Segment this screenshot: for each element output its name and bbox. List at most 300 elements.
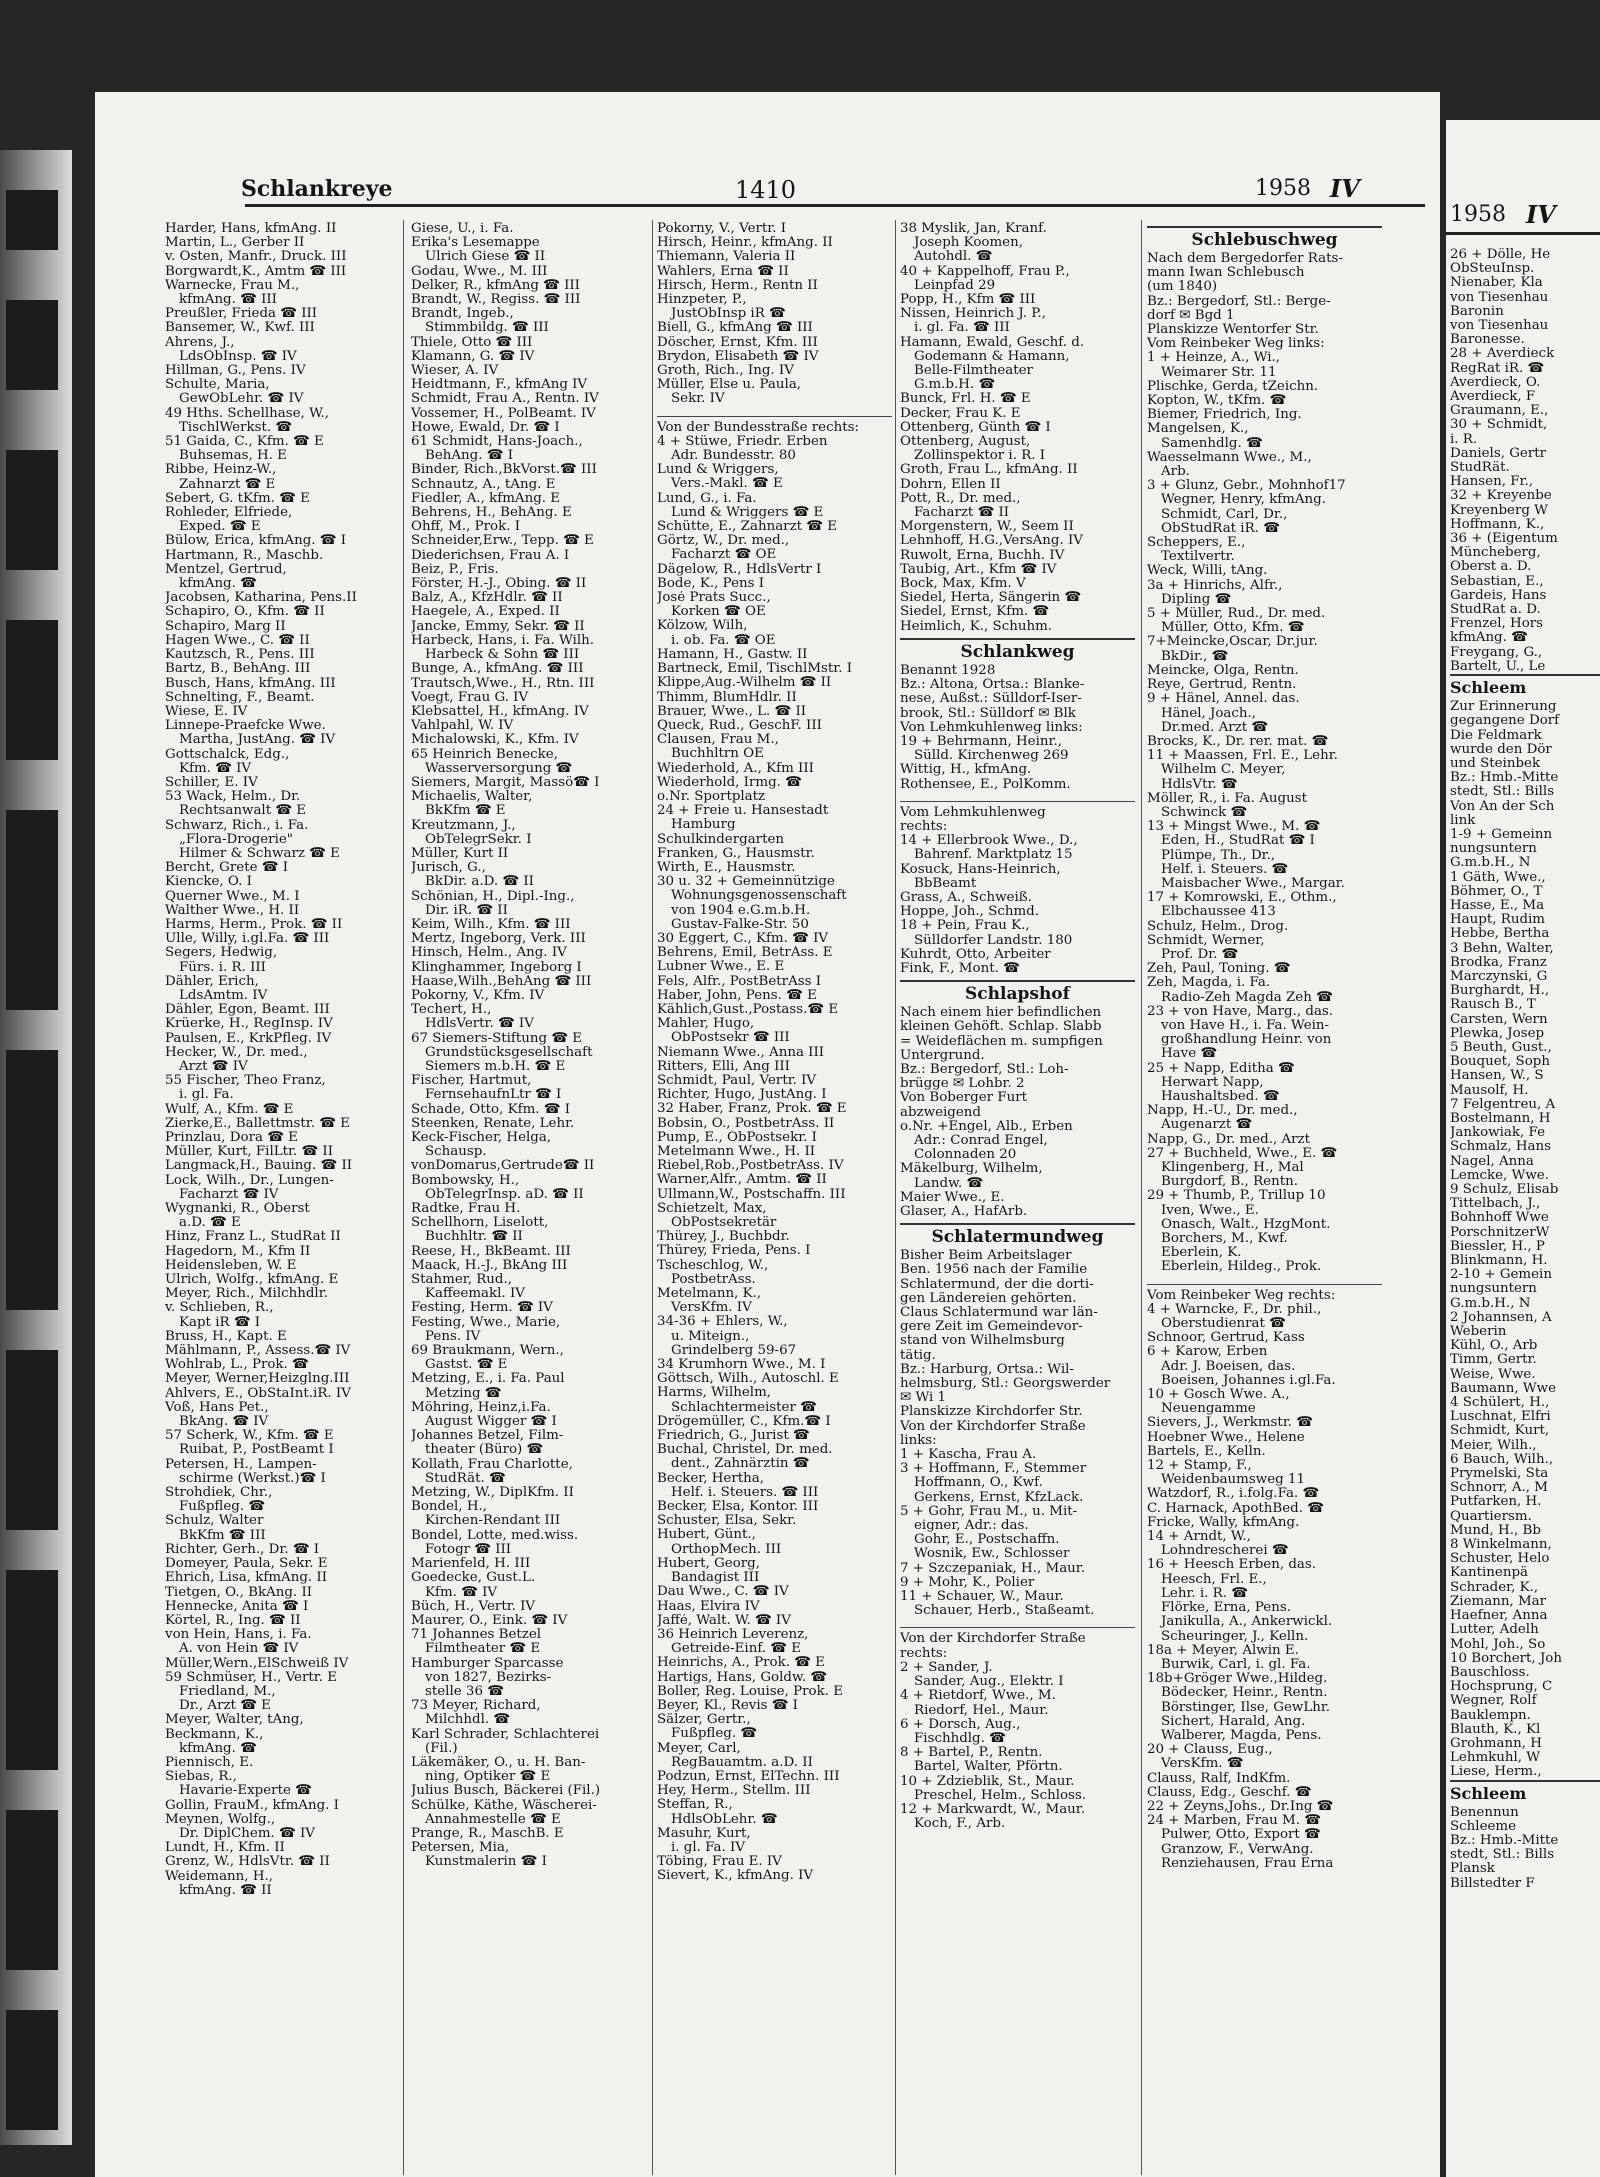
entry-continuation: Eden, H., StudRat ☎ I xyxy=(1161,834,1315,849)
directory-entry: 9 + Hänel, Annel. das. xyxy=(1147,692,1300,707)
directory-entry: nese, Außst.: Sülldorf-Iser- xyxy=(900,692,1082,707)
directory-entry: 10 + Gosch Wwe. A., xyxy=(1147,1388,1290,1403)
directory-entry: wurde den Dör xyxy=(1450,742,1552,757)
directory-entry: v. Osten, Manfr., Druck. III xyxy=(165,250,347,265)
entry-continuation: Wasserversorgung ☎ xyxy=(425,761,573,776)
directory-entry: Vahlpahl, W. IV xyxy=(411,719,514,734)
directory-entry: Gollin, FrauM., kfmAng. I xyxy=(165,1798,339,1813)
directory-entry: Bock, Max, Kfm. V xyxy=(900,577,1026,592)
entry-continuation: Flörke, Erna, Pens. xyxy=(1161,1601,1291,1616)
directory-entry: Schmidt, Werner, xyxy=(1147,933,1265,948)
directory-entry: José Prats Succ., xyxy=(657,591,771,606)
entry-continuation: dent., Zahnärztin ☎ xyxy=(671,1457,810,1472)
directory-entry: Hubert, Günt., xyxy=(657,1528,756,1543)
directory-entry: kleinen Gehöft. Schlap. Slabb xyxy=(900,1020,1102,1035)
directory-entry: 69 Braukmann, Wern., xyxy=(411,1344,564,1359)
directory-entry: Festing, Wwe., Marie, xyxy=(411,1315,561,1330)
directory-entry: 7 + Szczepaniak, H., Maur. xyxy=(900,1561,1085,1576)
directory-entry: 8 Winkelmann, xyxy=(1450,1538,1552,1553)
directory-entry: Von Boberger Furt xyxy=(900,1091,1028,1106)
entry-continuation: Mohl, Joh., So xyxy=(1450,1637,1546,1652)
directory-entry: Hinzpeter, P., xyxy=(657,293,747,308)
directory-entry: Decker, Frau K. E xyxy=(900,406,1021,421)
entry-continuation: Buchhltr. ☎ II xyxy=(425,1230,523,1245)
directory-entry: Fricke, Wally, kfmAng. xyxy=(1147,1515,1300,1530)
entry-continuation: Kirchen-Rendant III xyxy=(425,1514,561,1529)
entry-continuation: FernsehaufnLtr ☎ I xyxy=(425,1088,562,1103)
directory-entry: Körtel, R., Ing. ☎ II xyxy=(165,1613,301,1628)
directory-entry: 18 + Pein, Frau K., xyxy=(900,919,1030,934)
entry-continuation: ObTelegrInsp. aD. ☎ II xyxy=(425,1187,584,1202)
directory-entry: Bz.: Bergedorf, Stl.: Loh- xyxy=(900,1062,1069,1077)
directory-entry: 9 Schulz, Elisab xyxy=(1450,1183,1559,1197)
directory-entry: Morgenstern, W., Seem II xyxy=(900,520,1074,535)
directory-entry: Beyer, Kl., Revis ☎ I xyxy=(657,1698,798,1713)
entry-continuation: Godemann & Hamann, xyxy=(914,349,1070,364)
directory-entry: Von der Bundesstraße rechts: xyxy=(657,420,859,435)
directory-entry: Richter, Gerh., Dr. ☎ I xyxy=(165,1542,320,1557)
entry-continuation: StudRat a. D. xyxy=(1450,603,1541,618)
directory-entry: Kopton, W., tKfm. ☎ xyxy=(1147,394,1287,409)
entry-continuation: Plümpe, Th., Dr., xyxy=(1161,848,1276,863)
entry-continuation: Bödecker, Heinr., Rentn. xyxy=(1161,1686,1328,1701)
directory-entry: Beckmann, K., xyxy=(165,1727,264,1742)
directory-entry: Podzun, Ernst, ElTechn. III xyxy=(657,1769,840,1784)
directory-entry: Mählmann, P., Assess.☎ IV xyxy=(165,1344,351,1359)
directory-entry: Schulte, Maria, xyxy=(165,378,270,393)
entry-continuation: Kapt iR ☎ I xyxy=(179,1315,261,1330)
directory-entry: 5 + Müller, Rud., Dr. med. xyxy=(1147,607,1326,622)
directory-entry: Ohff, M., Prok. I xyxy=(411,520,521,535)
directory-entry: Biell, G., kfmAng ☎ III xyxy=(657,321,813,336)
directory-entry: 25 + Napp, Editha ☎ xyxy=(1147,1061,1295,1076)
entry-continuation: Wegner, Henry, kfmAng. xyxy=(1161,493,1326,508)
directory-entry: Pump, E., ObPostsekr. I xyxy=(657,1130,817,1145)
directory-entry: 14 + Arndt, W., xyxy=(1147,1530,1251,1545)
directory-entry: Ritters, Elli, Ang III xyxy=(657,1059,790,1074)
directory-entry: Meincke, Olga, Rentn. xyxy=(1147,663,1299,678)
directory-entry: 13 + Mingst Wwe., M. ☎ xyxy=(1147,820,1321,835)
directory-entry: Pokorny, V., Vertr. I xyxy=(657,222,787,236)
directory-entry: Schmidt, Paul, Vertr. IV xyxy=(657,1073,817,1088)
entry-continuation: Schmidt, Kurt, xyxy=(1450,1424,1550,1439)
entry-continuation: von Tiesenhau xyxy=(1450,319,1549,334)
directory-entry: Meyer, Carl, xyxy=(657,1741,741,1756)
entry-continuation: BkKfm ☎ E xyxy=(425,804,506,819)
directory-entry: brügge ✉ Lohbr. 2 xyxy=(900,1077,1025,1092)
section-divider xyxy=(1147,1275,1382,1285)
directory-entry: Ehrich, Lisa, kfmAng. II xyxy=(165,1571,327,1586)
directory-entry: Müller, Kurt II xyxy=(411,846,509,861)
directory-entry: Thürey, J., Buchbdr. xyxy=(657,1230,790,1245)
directory-entry: Vossemer, H., PolBeamt. IV xyxy=(411,406,596,421)
directory-entry: 19 + Behrmann, Heinr., xyxy=(900,734,1062,749)
entry-continuation: Boeisen, Johannes i.gl.Fa. xyxy=(1161,1373,1336,1388)
directory-entry: Siedel, Ernst, Kfm. ☎ xyxy=(900,605,1050,620)
directory-entry: Bz.: Hmb.-Mitte xyxy=(1450,771,1559,786)
entry-continuation: großhandlung Heinr. von xyxy=(1161,1033,1332,1048)
entry-continuation: HdlsObLehr. ☎ xyxy=(671,1812,778,1827)
directory-entry: 32 + Kreyenbe xyxy=(1450,489,1552,504)
entry-continuation: ObPostsekr ☎ III xyxy=(671,1031,790,1046)
directory-entry: Jancke, Emmy, Sekr. ☎ II xyxy=(411,619,585,634)
directory-entry: Meyer, Walter, tAng, xyxy=(165,1713,304,1728)
directory-entry: helmsburg, Stl.: Georgswerder xyxy=(900,1377,1111,1392)
directory-entry: 11 + Maassen, Frl. E., Lehr. xyxy=(1147,749,1338,764)
entry-continuation: Mund, H., Bb xyxy=(1450,1523,1541,1538)
directory-entry: Schellhorn, Liselott, xyxy=(411,1216,549,1231)
entry-continuation: Haupt, Rudim xyxy=(1450,913,1546,928)
directory-entry: Petersen, H., Lampen- xyxy=(165,1457,317,1472)
directory-entry: Scheppers, E., xyxy=(1147,536,1246,551)
right-header-rule xyxy=(1446,232,1600,235)
entry-continuation: Weimarer Str. 11 xyxy=(1161,365,1277,380)
directory-entry: Nach dem Bergedorfer Rats- xyxy=(1147,252,1343,266)
entry-continuation: Blauth, K., Kl xyxy=(1450,1722,1541,1737)
entry-continuation: ObTelegrSekr. I xyxy=(425,832,532,847)
directory-entry: 1-9 + Gemeinn xyxy=(1450,827,1553,842)
directory-entry: Dau Wwe., C. ☎ IV xyxy=(657,1585,789,1600)
directory-entry: 8 + Bartel, P., Rentn. xyxy=(900,1746,1043,1761)
column-4 xyxy=(900,222,1135,1831)
entry-continuation: Timm, Gertr. xyxy=(1450,1353,1537,1368)
directory-entry: Michalowski, K., Kfm. IV xyxy=(411,733,579,748)
directory-entry: Bz.: Bergedorf, Stl.: Berge- xyxy=(1147,294,1331,309)
directory-entry: Haase,Wilh.,BehAng ☎ III xyxy=(411,974,592,989)
entry-continuation: Grohmann, H xyxy=(1450,1736,1542,1751)
entry-continuation: kfmAng. ☎ xyxy=(179,1741,257,1756)
directory-entry: Langmack,H., Bauing. ☎ II xyxy=(165,1159,353,1174)
directory-entry: Ahrens, J., xyxy=(165,335,235,350)
directory-entry: Bode, K., Pens I xyxy=(657,576,765,591)
directory-entry: Wirth, E., Hausmstr. xyxy=(657,860,796,875)
directory-entry: rechts: xyxy=(900,1646,948,1661)
directory-entry: Weidemann, H., xyxy=(165,1869,274,1884)
entry-continuation: nungsuntern xyxy=(1450,842,1537,857)
entry-continuation: Hebbe, Bertha xyxy=(1450,927,1550,942)
directory-entry: Claus Schlatermund war län- xyxy=(900,1306,1098,1321)
directory-entry: stand von Wilhelmsburg xyxy=(900,1334,1065,1349)
entry-continuation: Bouquet, Soph xyxy=(1450,1055,1550,1070)
entry-continuation: Have ☎ xyxy=(1161,1047,1218,1062)
entry-continuation: LdsAmtm. IV xyxy=(179,988,268,1003)
directory-entry: Förster, H.-J., Obing. ☎ II xyxy=(411,577,587,592)
entry-continuation: Kfm. ☎ IV xyxy=(425,1585,498,1600)
directory-entry: Warnecke, Frau M., xyxy=(165,278,300,293)
entry-continuation: kfmAng. ☎ III xyxy=(179,293,277,308)
entry-continuation: BkKfm ☎ III xyxy=(179,1528,266,1543)
entry-continuation: TischlWerkst. ☎ xyxy=(179,420,293,435)
directory-entry: Siedel, Herta, Sängerin ☎ xyxy=(900,591,1082,606)
entry-continuation: BehAng. ☎ I xyxy=(425,449,513,464)
directory-entry: 12 + Stamp, F., xyxy=(1147,1459,1252,1474)
entry-continuation: Schlachtermeister ☎ xyxy=(671,1400,817,1415)
directory-entry: o.Nr. +Engel, Alb., Erben xyxy=(900,1119,1073,1134)
entry-continuation: BkDir. a.D. ☎ II xyxy=(425,875,534,890)
directory-entry: Hamann, H., Gastw. II xyxy=(657,647,808,662)
directory-entry: Ullmann,W., Postschaffn. III xyxy=(657,1187,846,1202)
directory-entry: Bz.: Hmb.-Mitte xyxy=(1450,1833,1559,1848)
directory-entry: Wiederhold, A., Kfm III xyxy=(657,761,814,776)
directory-entry: Mäkelburg, Wilhelm, xyxy=(900,1162,1043,1177)
directory-entry: Maack, H.-J., BkAng III xyxy=(411,1258,568,1273)
directory-entry: Bansemer, W., Kwf. III xyxy=(165,321,315,336)
entry-continuation: Eberlein, Hildeg., Prok. xyxy=(1161,1260,1322,1275)
directory-entry: Prinzlau, Dora ☎ E xyxy=(165,1131,298,1145)
section-divider xyxy=(900,792,1135,802)
directory-entry: Schulkindergarten xyxy=(657,832,785,847)
entry-continuation: Frenzel, Hors xyxy=(1450,617,1544,632)
directory-entry: Fink, F., Mont. ☎ xyxy=(900,961,1020,976)
entry-continuation: Prof. Dr. ☎ xyxy=(1161,947,1239,962)
directory-entry: Clausen, Frau M., xyxy=(657,733,779,748)
directory-entry: Fiedler, A., kfmAng. E xyxy=(411,491,561,506)
entry-continuation: Hoffmann, O., Kwf. xyxy=(914,1476,1043,1491)
directory-entry: Mangelsen, K., xyxy=(1147,422,1249,437)
entry-continuation: Gohr, E., Postschaffn. xyxy=(914,1533,1060,1548)
entry-continuation: u. Miteign., xyxy=(671,1329,750,1344)
entry-continuation: Gerkens, Ernst, KfzLack. xyxy=(914,1490,1084,1505)
directory-entry: Töbing, Frau E. IV xyxy=(657,1855,782,1870)
entry-continuation: Elbchaussee 413 xyxy=(1161,905,1276,920)
entry-continuation: Schauer, Herb., Staßeamt. xyxy=(914,1604,1095,1619)
directory-entry: Von An der Sch xyxy=(1450,799,1555,814)
spine-mark xyxy=(6,2010,58,2130)
directory-entry: Reye, Gertrud, Rentn. xyxy=(1147,678,1297,693)
directory-entry: Hirsch, Herm., Rentn II xyxy=(657,278,818,293)
directory-entry: Piennisch, E. xyxy=(165,1755,254,1770)
directory-entry: Siemers, Margit, Massö☎ I xyxy=(411,775,600,790)
entry-continuation: Arb. xyxy=(1161,465,1190,480)
entry-continuation: Blinkmann, H. xyxy=(1450,1254,1548,1269)
entry-continuation: eigner, Adr.: das. xyxy=(914,1519,1029,1534)
directory-entry: Behrens, Emil, BetrAss. E xyxy=(657,946,833,961)
directory-entry: 10 + Zdzieblik, St., Maur. xyxy=(900,1774,1075,1789)
directory-entry: Müller, Else u. Paula, xyxy=(657,378,802,393)
entry-continuation: Helf. i. Steuers. ☎ III xyxy=(671,1485,819,1500)
entry-continuation: G.m.b.H. ☎ xyxy=(914,378,996,393)
entry-continuation: Bartel, Walter, Pförtn. xyxy=(914,1760,1063,1775)
directory-entry: Wulf, A., Kfm. ☎ E xyxy=(165,1102,294,1117)
directory-entry: Paulsen, E., KrkPfleg. IV xyxy=(165,1031,332,1046)
entry-continuation: Schuster, Helo xyxy=(1450,1552,1550,1567)
directory-entry: Taubig, Art., Kfm ☎ IV xyxy=(900,562,1057,577)
directory-entry: Hecker, W., Dr. med., xyxy=(165,1045,308,1060)
directory-entry: Lundt, H., Kfm. II xyxy=(165,1841,285,1856)
entry-continuation: Müller, Otto, Kfm. ☎ xyxy=(1161,621,1305,636)
directory-entry: Krüerke, H., RegInsp. IV xyxy=(165,1017,333,1032)
entry-continuation: i. gl. Fa. ☎ III xyxy=(914,321,1010,336)
directory-entry: Schmidt, Frau A., Rentn. IV xyxy=(411,392,599,407)
directory-entry: Walther Wwe., H. II xyxy=(165,903,300,918)
entry-continuation: Kaffeemakl. IV xyxy=(425,1287,525,1302)
entry-continuation: Dr. DiplChem. ☎ IV xyxy=(179,1826,315,1841)
entry-continuation: Averdieck, O. xyxy=(1450,375,1541,390)
directory-entry: Metzing, W., DiplKfm. II xyxy=(411,1486,574,1501)
directory-entry: mann Iwan Schlebusch xyxy=(1147,266,1305,281)
left-running-title: Schlankreye xyxy=(241,176,393,202)
directory-entry: Meynen, Wolfg., xyxy=(165,1812,276,1827)
entry-continuation: Samenhdlg. ☎ xyxy=(1161,436,1263,451)
directory-entry: Balz, A., KfzHdlr. ☎ II xyxy=(411,591,563,606)
directory-entry: Wahlers, Erna ☎ II xyxy=(657,264,789,279)
directory-entry: 59 Schmüser, H., Vertr. E xyxy=(165,1670,337,1685)
directory-entry: Brauer, Wwe., L. ☎ II xyxy=(657,704,807,719)
directory-entry: 1 + Kascha, Frau A. xyxy=(900,1448,1037,1463)
directory-entry: Görtz, W., Dr. med., xyxy=(657,534,790,549)
directory-entry: Mahler, Hugo, xyxy=(657,1017,755,1032)
entry-continuation: Iven, Wwe., E. xyxy=(1161,1203,1259,1218)
directory-entry: 55 Fischer, Theo Franz, xyxy=(165,1074,326,1089)
directory-entry: Bunge, A., kfmAng. ☎ III xyxy=(411,662,584,677)
directory-entry: 2 Johannsen, A xyxy=(1450,1310,1552,1325)
entry-continuation: Adr.: Conrad Engel, xyxy=(914,1133,1048,1148)
entry-continuation: ObStudRat iR. ☎ xyxy=(1161,521,1280,536)
directory-entry: Planskizze Kirchdorfer Str. xyxy=(900,1405,1083,1420)
entry-continuation: Biessler, H., P xyxy=(1450,1239,1545,1254)
directory-entry: Hamburger Sparcasse xyxy=(411,1656,564,1671)
directory-entry: Bondel, Lotte, med.wiss. xyxy=(411,1528,579,1543)
entry-continuation: Haushaltsbed. ☎ xyxy=(1161,1089,1280,1104)
entry-continuation: JustObInsp iR ☎ xyxy=(671,307,786,322)
entry-continuation: Fußpfleg. ☎ xyxy=(179,1500,266,1515)
directory-entry: Zeh, Magda, i. Fa. xyxy=(1147,976,1271,991)
entry-continuation: Averdieck, F xyxy=(1450,390,1536,405)
directory-entry: 23 + von Have, Marg., das. xyxy=(1147,1004,1334,1019)
entry-continuation: Hilmer & Schwarz ☎ E xyxy=(179,846,340,861)
entry-continuation: Liese, Herm., xyxy=(1450,1765,1542,1780)
directory-entry: 5 + Gohr, Frau M., u. Mit- xyxy=(900,1504,1078,1519)
entry-continuation: Lehr. i. R. ☎ xyxy=(1161,1586,1248,1601)
directory-entry: Möller, R., i. Fa. August xyxy=(1147,791,1307,806)
entry-continuation: Weise, Wwe. xyxy=(1450,1367,1536,1382)
entry-continuation: LdsObInsp. ☎ IV xyxy=(179,349,297,364)
entry-continuation: Müncheberg, xyxy=(1450,546,1541,561)
entry-continuation: VersKfm. ☎ xyxy=(1161,1757,1244,1772)
entry-continuation: Sichert, Harald, Ang. xyxy=(1161,1714,1306,1729)
directory-entry: Haber, John, Pens. ☎ E xyxy=(657,988,817,1003)
directory-entry: Glaser, A., HafArb. xyxy=(900,1205,1028,1219)
directory-entry: Ruwolt, Erna, Buchh. IV xyxy=(900,548,1065,563)
directory-entry: Keck-Fischer, Helga, xyxy=(411,1131,552,1145)
entry-continuation: G.m.b.H., N xyxy=(1450,856,1531,871)
entry-continuation: Augenarzt ☎ xyxy=(1161,1118,1253,1133)
directory-entry: 18b+Gröger Wwe.,Hildeg. xyxy=(1147,1672,1328,1687)
directory-entry: Rothensee, E., PolKomm. xyxy=(900,777,1071,792)
directory-entry: Bercht, Grete ☎ I xyxy=(165,861,288,876)
directory-entry: Kuhrdt, Otto, Arbeiter xyxy=(900,947,1051,962)
entry-continuation: Sülld. Kirchenweg 269 xyxy=(914,749,1069,764)
directory-entry: o.Nr. Sportplatz xyxy=(657,789,766,804)
entry-continuation: kfmAng. ☎ II xyxy=(179,1883,272,1898)
directory-entry: Schade, Otto, Kfm. ☎ I xyxy=(411,1102,571,1117)
entry-continuation: Onasch, Walt., HzgMont. xyxy=(1161,1217,1331,1232)
directory-entry: 1 Gäth, Wwe., xyxy=(1450,870,1546,885)
entry-continuation: Dipling ☎ xyxy=(1161,592,1232,607)
directory-entry: Schlatermund, der die dorti- xyxy=(900,1277,1094,1292)
directory-entry: 9 + Mohr, K., Polier xyxy=(900,1575,1035,1590)
entry-continuation: HdlsVertr. ☎ IV xyxy=(425,1017,534,1032)
directory-entry: Richter, Hugo, JustAng. I xyxy=(657,1088,827,1103)
directory-entry: Kollath, Frau Charlotte, xyxy=(411,1457,573,1472)
spine-mark xyxy=(6,300,58,390)
directory-entry: Klamann, G. ☎ IV xyxy=(411,349,535,364)
entry-continuation: Börstinger, Ilse, GewLhr. xyxy=(1161,1700,1331,1715)
directory-entry: Domeyer, Paula, Sekr. E xyxy=(165,1557,328,1572)
directory-entry: 29 + Thumb, P., Trillup 10 xyxy=(1147,1189,1326,1204)
directory-entry: Groth, Rich., Ing. IV xyxy=(657,364,794,379)
right-page-fragment xyxy=(1446,120,1600,2177)
directory-entry: Buchal, Christel, Dr. med. xyxy=(657,1443,833,1458)
entry-continuation: Borchers, M., Kwf. xyxy=(1161,1232,1288,1247)
spine-mark xyxy=(6,1050,58,1310)
directory-entry: Martin, L., Gerber II xyxy=(165,236,305,251)
entry-continuation: theater (Büro) ☎ xyxy=(425,1443,544,1458)
directory-entry: Dägelow, R., HdlsVertr I xyxy=(657,562,822,577)
directory-entry: Heidensleben, W. E xyxy=(165,1258,297,1273)
entry-continuation: i. gl. Fa. xyxy=(179,1088,234,1103)
entry-continuation: Nagel, Anna xyxy=(1450,1154,1534,1169)
directory-entry: Rohleder, Elfriede, xyxy=(165,506,293,521)
entry-continuation: Radio-Zeh Magda Zeh ☎ xyxy=(1161,990,1333,1005)
directory-entry: Nissen, Heinrich J. P., xyxy=(900,307,1047,322)
entry-continuation: StudRät. xyxy=(1450,461,1510,476)
directory-entry: Clauss, Edg., Geschf. ☎ xyxy=(1147,1785,1312,1800)
directory-entry: Boller, Reg. Louise, Prok. E xyxy=(657,1684,843,1699)
entry-continuation: Zollinspektor i. R. I xyxy=(914,449,1046,464)
entry-continuation: schirme (Werkst.)☎ I xyxy=(179,1471,326,1486)
directory-entry: Harms, Wilhelm, xyxy=(657,1386,772,1401)
entry-continuation: Hansen, W., S xyxy=(1450,1069,1544,1084)
entry-continuation: Schnorr, A., M xyxy=(1450,1481,1548,1496)
entry-continuation: GewObLehr. ☎ IV xyxy=(179,392,304,407)
directory-entry: Wygnanki, R., Oberst xyxy=(165,1202,310,1217)
directory-entry: Fischer, Hartmut, xyxy=(411,1074,532,1089)
entry-continuation: Oberst a. D. xyxy=(1450,560,1532,575)
entry-continuation: Dr., Arzt ☎ E xyxy=(179,1699,271,1714)
directory-entry: Maurer, O., Eink. ☎ IV xyxy=(411,1613,568,1628)
directory-entry: Gottschalck, Edg., xyxy=(165,747,290,762)
entry-continuation: Sebastian, E., xyxy=(1450,574,1544,589)
directory-entry: Groth, Frau L., kfmAng. II xyxy=(900,463,1078,478)
entry-continuation: Bauklempn. xyxy=(1450,1708,1531,1723)
entry-continuation: Adr. J. Boeisen, das. xyxy=(1161,1359,1296,1374)
directory-entry: Hey, Herm., Stellm. III xyxy=(657,1784,811,1799)
column-5 xyxy=(1147,222,1382,1871)
entry-continuation: kfmAng. ☎ xyxy=(1450,631,1528,646)
directory-entry: Bunck, Frl. H. ☎ E xyxy=(900,392,1031,407)
directory-entry: 14 + Ellerbrook Wwe., D., xyxy=(900,834,1078,849)
entry-continuation: Bahrenf. Marktplatz 15 xyxy=(914,848,1073,863)
directory-entry: 40 + Kappelhoff, Frau P., xyxy=(900,264,1070,279)
directory-entry: Ottenberg, August, xyxy=(900,435,1031,450)
directory-entry: Schiller, E. IV xyxy=(165,775,258,790)
directory-entry: Hennecke, Anita ☎ I xyxy=(165,1599,309,1614)
directory-entry: stedt, Stl.: Bills xyxy=(1450,785,1555,800)
directory-entry: Hinsch, Helm., Ang. IV xyxy=(411,946,567,961)
entry-continuation: BkDir., ☎ xyxy=(1161,649,1229,664)
directory-entry: 32 Haber, Franz, Prok. ☎ E xyxy=(657,1102,847,1117)
directory-entry: Plischke, Gerda, tZeichn. xyxy=(1147,379,1319,394)
directory-entry: 4 + Warncke, F., Dr. phil., xyxy=(1147,1302,1322,1317)
directory-entry: 53 Wack, Helm., Dr. xyxy=(165,790,301,805)
directory-entry: Waesselmann Wwe., M., xyxy=(1147,450,1312,465)
entry-continuation: Renziehausen, Frau Erna xyxy=(1161,1856,1334,1871)
directory-entry: Müller,Wern.,ElSchweiß IV xyxy=(165,1656,349,1671)
page-number: 1410 xyxy=(735,176,797,204)
directory-entry: Wittig, H., kfmAng. xyxy=(900,763,1032,778)
spine-mark xyxy=(6,1350,58,1530)
